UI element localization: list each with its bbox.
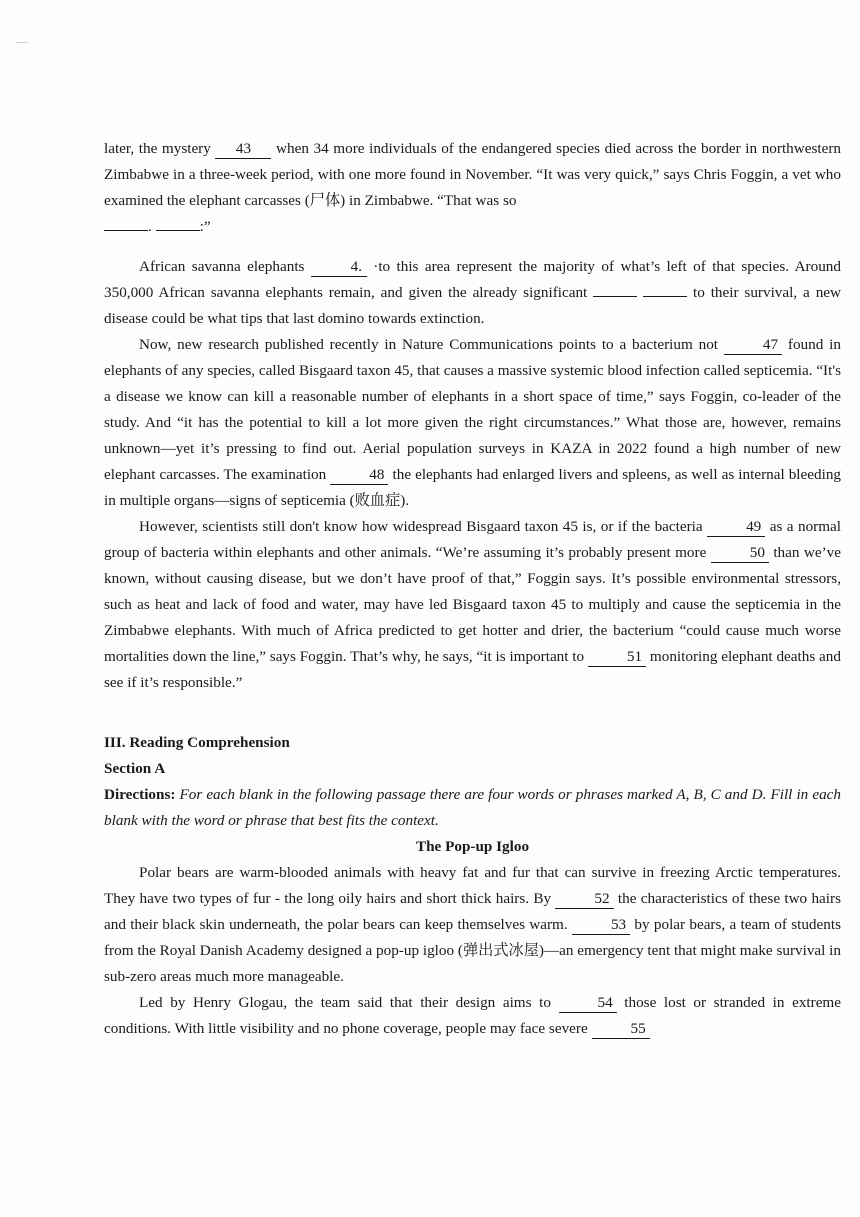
directions-label: Directions: [104,786,176,803]
directions [104,782,841,834]
directions-text: For each blank in the following passage there are four words or phrases marked A, B, C and D. Fill in each blank with the word or phrase that best fits the context. [104,786,841,829]
section-heading: III. Reading Comprehension [104,734,290,751]
blank-49: 49 [707,518,765,537]
blank-52: 52 [555,890,613,909]
scan-mark [16,42,28,43]
blank-53: 53 [572,916,630,935]
text-run: ·to this area represent the majority of what’s left of that species. Around 350,000 African savanna elephants remain, and given the already significant [104,258,841,301]
blank-50: 50 [711,544,769,563]
section-subheading: Section A [104,760,166,777]
text-run: Led by Henry Glogau, the team said that their design aims to [139,994,559,1011]
passage1-paragraph-1 [104,136,841,240]
passage2-paragraph-2 [104,990,841,1042]
text-run: the elephants had enlarged livers and spleens, as well as internal bleeding in multiple organs—signs of septicemia (败血症). [104,466,842,509]
text-run: Now, new research published recently in Nature Communications points to a bacterium not [139,336,724,353]
text-run: by polar bears, a team of students from the Royal Danish Academy designed a pop-up igloo (弹出式冰屋)—an emergency tent that might make survival in sub-zero areas much more manageable. [104,916,841,985]
text-run: the characteristics of these two hairs and their black skin underneath, the polar bears can keep themselves warm. [104,890,841,933]
text-run: as a normal group of bacteria within elephants and other animals. “We’re assuming it’s probably present more [104,518,841,561]
text-run: found in elephants of any species, called Bisgaard taxon 45, that causes a massive systemic blood infection called septicemia. “It's a disease we know can kill a reasonable number of elephants in a short space of time,” says Foggin, co-leader of the study. And “it has the potential to kill a lot more given the right circumstances.” What those are, however, remains unknown—yet it’s pressing to find out. Aerial population surveys in KAZA in 2022 found a high number of new elephant carcasses. The examination [104,336,841,483]
text-run: than we’ve known, without causing disease, but we don’t have proof of that,” Foggin says. It’s possible environmental stressors, such as heat and lack of food and water, may have led Bisgaard taxon 45 to multiply and cause the septicemia in the Zimbabwe elephants. With much of Africa predicted to get hotter and drier, the bacterium “could cause much worse mortalities down the line,” says Foggin. That’s why, he says, “it is important to [104,544,841,665]
blank-46-part-a [593,296,637,297]
text-run: those lost or stranded in extreme conditions. With little visibility and no phone coverage, people may face severe [104,994,841,1037]
text-run: when 34 more individuals of the endangered species died across the border in northwestern Zimbabwe in a three-week period, with one more found in November. “It was very quick,” says Chris Foggin, a vet who examined the elephant carcasses (尸体) in Zimbabwe. “That was so [104,140,841,209]
passage1-paragraph-3 [104,332,841,514]
blank-44 [104,230,148,231]
passage-title: The Pop-up Igloo [415,838,530,855]
text-run [637,284,643,301]
blank-45 [156,230,200,231]
text-run: African savanna elephants [139,258,311,275]
blank-43: 43 [215,140,271,159]
blank-46-part-b [643,296,687,297]
blank-51: 51 [588,648,646,667]
blank-46: 4. [311,258,367,277]
text-run: :” [199,218,211,235]
text-run: to their survival, a new disease could be what tips that last domino towards extinction. [104,284,841,327]
text-run: However, scientists still don't know how widespread Bisgaard taxon 45 is, or if the bacteria [139,518,708,535]
text-run: . [148,218,156,235]
passage2-paragraph-1 [104,860,841,990]
blank-48: 48 [330,466,388,485]
passage1-paragraph-4 [104,514,841,696]
text-run: monitoring elephant deaths and see if it’s responsible.” [104,648,841,691]
blank-54: 54 [559,994,617,1013]
text-run: Polar bears are warm-blooded animals with heavy fat and fur that can survive in freezing Arctic temperatures. They have two types of fur - the long oily hairs and short thick hairs. By [104,864,841,907]
text-run: later, the mystery [104,140,216,157]
blank-55: 55 [592,1020,650,1039]
blank-47: 47 [724,336,782,355]
passage1-paragraph-2 [104,254,841,332]
document-page [104,136,841,1042]
